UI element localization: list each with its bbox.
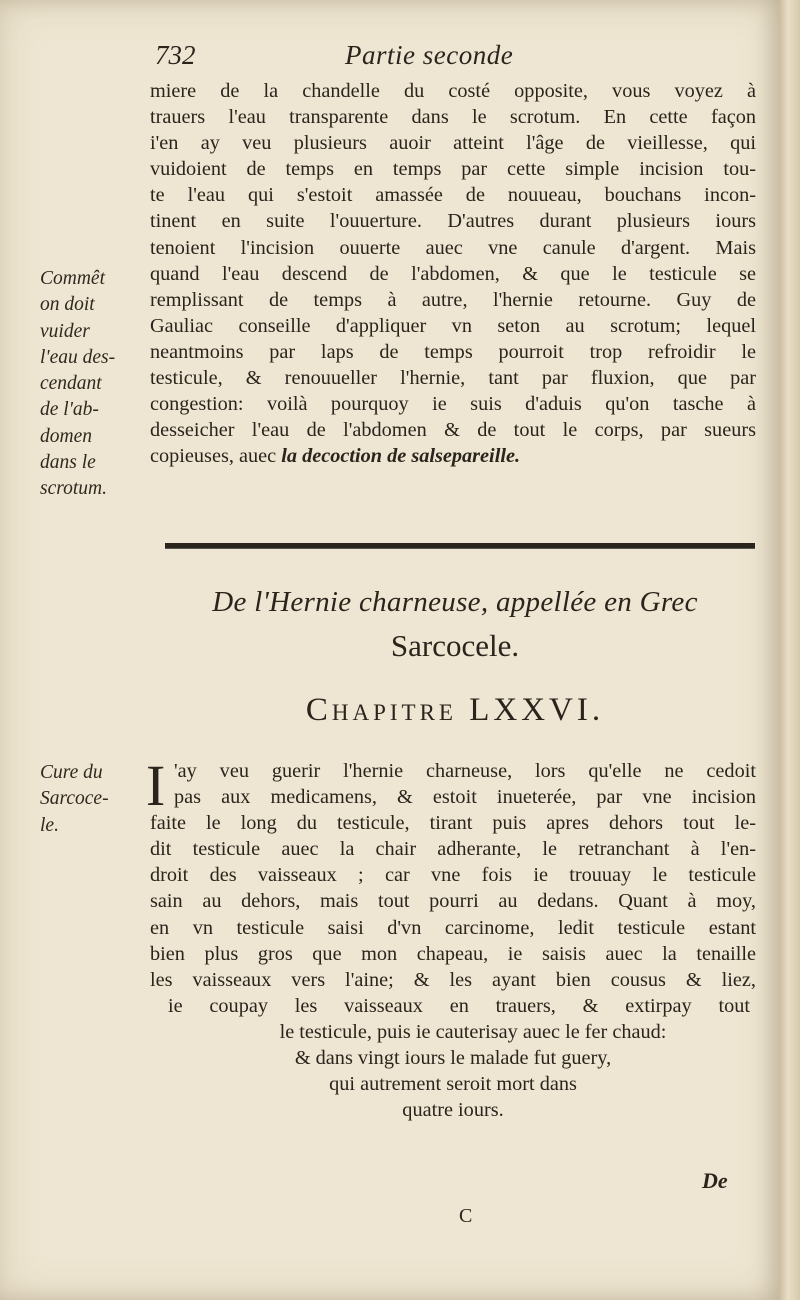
section-divider-rule xyxy=(165,543,755,549)
drop-cap: I xyxy=(146,753,166,818)
text-line: trauers l'eau transparente dans le scrotum. En cette façon xyxy=(150,106,756,129)
chapter-heading: Chapitre LXXVI. xyxy=(305,692,605,728)
text-line: dit testicule auec la chair adherante, le retranchant à l'en- xyxy=(150,838,756,861)
text-line: pas aux medicamens, & estoit inueterée, par vne incision xyxy=(174,786,756,809)
text-line: en vn testicule saisi d'vn carcinome, ledit testicule estant xyxy=(150,916,756,939)
paragraph-2 xyxy=(150,758,756,1123)
text-line: les vaisseaux vers l'aine; & les ayant bien cousus & liez, xyxy=(150,968,756,991)
margin-note-line: domen xyxy=(40,425,92,447)
text-plain: copieuses, auec xyxy=(150,445,282,468)
margin-note-line: Cure du xyxy=(40,762,103,783)
margin-note-line: dans le xyxy=(40,452,96,474)
margin-note-line: scrotum. xyxy=(40,478,107,500)
text-line-tail: & dans vingt iours le malade fut guery, xyxy=(294,1047,612,1070)
signature-mark: C xyxy=(459,1205,473,1227)
margin-note-line: l'eau des- xyxy=(40,346,116,368)
margin-note-line: cendant xyxy=(40,373,102,395)
text-line: remplissant de temps à autre, l'hernie retourne. Guy de xyxy=(150,288,756,311)
text-line-last xyxy=(150,443,756,469)
text-italic-remedy: la decoction de salsepareille. xyxy=(281,445,521,468)
text-line: faite le long du testicule, tirant puis apres dehors tout le- xyxy=(150,812,756,835)
section-subtitle: Sarcocele. xyxy=(390,628,520,663)
text-line: bien plus gros que mon chapeau, ie saisis auec la tenaille xyxy=(150,942,756,965)
margin-note-line: vuider xyxy=(40,320,90,342)
text-line: neantmoins par laps de temps pourroit trop refroidir le xyxy=(150,340,756,363)
margin-note-line: on doit xyxy=(40,294,95,316)
paragraph-1 xyxy=(150,78,756,469)
text-line: miere de la chandelle du costé opposite, vous voyez à xyxy=(150,80,756,102)
running-title: Partie seconde xyxy=(345,40,514,70)
text-line: congestion: voilà pourquoy ie suis d'aduis qu'on tasche à xyxy=(150,393,756,416)
margin-note-line: le. xyxy=(40,814,59,836)
text-line: ie coupay les vaisseaux en trauers, & extirpay tout xyxy=(168,994,750,1017)
page-number: 732 xyxy=(155,40,196,70)
text-line: Gauliac conseille d'appliquer vn seton au scrotum; lequel xyxy=(150,314,756,337)
text-line: desseicher l'eau de l'abdomen & de tout le corps, par sueurs xyxy=(150,419,756,442)
text-line: tinent en suite l'ouuerture. D'autres durant plusieurs iours xyxy=(150,210,756,233)
text-line: 'ay veu guerir l'hernie charneuse, lors qu'elle ne cedoit xyxy=(174,760,756,782)
section-title: De l'Hernie charneuse, appellée en Grec xyxy=(212,586,698,618)
margin-note-1 xyxy=(40,266,145,503)
text-line: testicule, & renouueller l'hernie, tant par fluxion, que par xyxy=(150,367,756,390)
text-line: droit des vaisseaux ; car vne fois ie trouuay le testicule xyxy=(150,864,756,887)
text-line: tenoient l'incision ouuerte auec vne canule d'argent. Mais xyxy=(150,236,756,259)
margin-note-line: Sarcoce- xyxy=(40,788,109,810)
text-line: te l'eau qui s'estoit amassée de nouueau, bouchans incon- xyxy=(150,184,756,207)
text-line: quand l'eau descend de l'abdomen, & que le testicule se xyxy=(150,262,756,285)
margin-note-line: Commêt xyxy=(40,268,105,289)
text-line: i'en ay veu plusieurs auoir atteint l'âge de vieillesse, qui xyxy=(150,132,756,155)
margin-note-2 xyxy=(40,760,145,839)
page-header xyxy=(155,40,755,80)
text-line: vuidoient de temps en temps par cette simple incision tou- xyxy=(150,158,756,181)
text-line: sain au dehors, mais tout pourri au dedans. Quant à moy, xyxy=(150,890,756,913)
margin-note-line: de l'ab- xyxy=(40,399,99,421)
page-edge xyxy=(780,0,800,1300)
text-line-tail: le testicule, puis ie cauterisay auec le fer chaud: xyxy=(279,1020,667,1043)
text-line-tail: quatre iours. xyxy=(402,1099,504,1122)
text-line-tail: qui autrement seroit mort dans xyxy=(329,1073,577,1096)
catchword: De xyxy=(702,1168,728,1193)
